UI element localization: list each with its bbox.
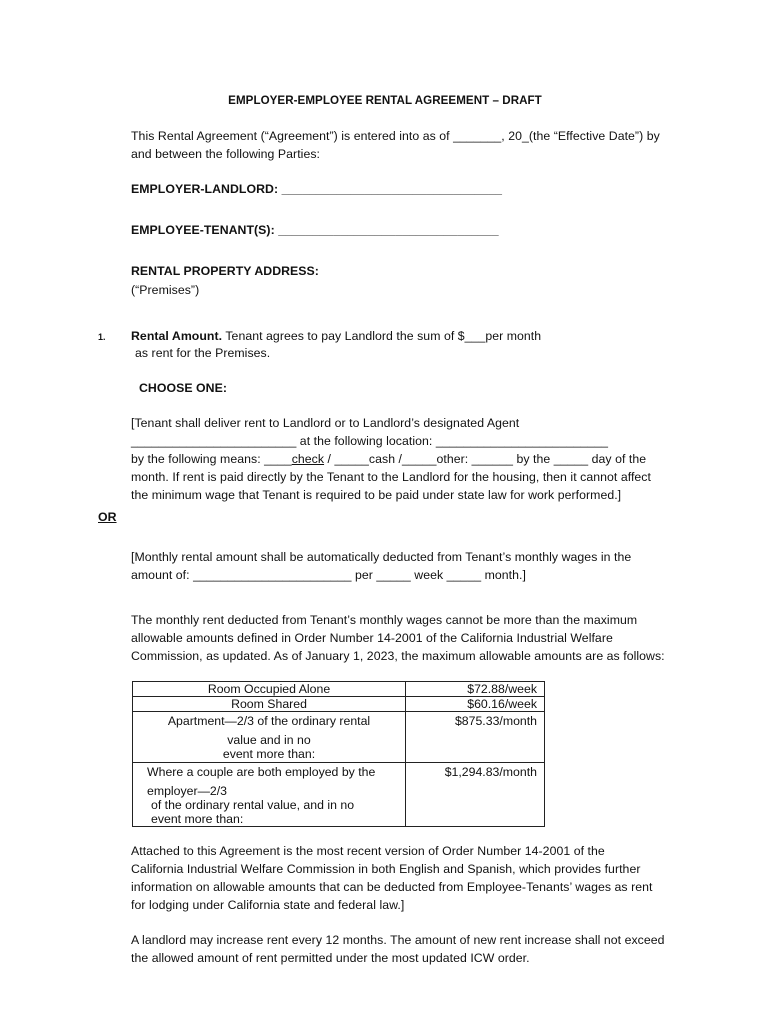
intro-line-2: and between the following Parties: <box>131 147 321 161</box>
tenant-blank: ________________________________ <box>278 223 499 237</box>
or-label: OR <box>98 510 117 524</box>
address-label: RENTAL PROPERTY ADDRESS: <box>131 264 319 278</box>
deduction-line-3: Commission, as updated. As of January 1, 2023, the maximum allowable amounts are as follows: <box>131 649 665 663</box>
option-a-line-2: ________________________ at the following location: _________________________ <box>131 434 609 448</box>
rental-amount-line <box>131 327 541 345</box>
table-row <box>133 697 545 712</box>
landlord-label: EMPLOYER-LANDLORD: <box>131 182 279 196</box>
rental-amount-line-2: as rent for the Premises. <box>135 346 271 360</box>
section-number: 1. <box>98 332 106 342</box>
increase-line-2: the allowed amount of rent permitted under the most updated ICW order. <box>131 951 530 965</box>
premises-label: (“Premises”) <box>131 283 200 297</box>
table-row <box>133 763 545 827</box>
increase-line-1: A landlord may increase rent every 12 months. The amount of new rent increase shall not exceed <box>131 933 665 947</box>
rate-desc: Where a couple are both employed by the employer—2/3 of the ordinary rental value, and in no event more than: <box>133 763 406 827</box>
option-a-line-4: month. If rent is paid directly by the Tenant to the Landlord for the housing, then it cannot affect <box>131 470 651 484</box>
rate-desc: Room Shared <box>133 697 406 712</box>
landlord-field <box>131 180 502 198</box>
rental-amount-text: Tenant agrees to pay Landlord the sum of $___per month <box>225 329 542 343</box>
option-b-line-2: amount of: _______________________ per _____ week _____ month.] <box>131 568 526 582</box>
deduction-line-2: allowable amounts defined in Order Number 14-2001 of the California Industrial Welfare <box>131 631 613 645</box>
means-check: check <box>291 452 325 466</box>
rate-amount: $72.88/week <box>406 682 545 697</box>
option-a-line-3 <box>131 450 646 468</box>
document-title: EMPLOYER-EMPLOYEE RENTAL AGREEMENT – DRAFT <box>228 94 542 107</box>
intro-line-1: This Rental Agreement (“Agreement”) is entered into as of _______, 20_(the “Effective Date”) by <box>131 129 660 143</box>
attached-line-2: California Industrial Welfare Commission in both English and Spanish, which provides further <box>131 862 641 876</box>
rate-amount: $875.33/month <box>406 712 545 763</box>
rate-desc: Apartment—2/3 of the ordinary rental value and in no event more than: <box>133 712 406 763</box>
attached-line-3: information on allowable amounts that can be deducted from Employee-Tenants’ wages as rent <box>131 880 653 894</box>
means-suffix: / _____cash /_____other: ______ by the _____ day of the <box>324 452 647 466</box>
attached-line-4: for lodging under California state and federal law.] <box>131 898 405 912</box>
rate-amount: $1,294.83/month <box>406 763 545 827</box>
rental-amount-heading: Rental Amount. <box>131 329 223 343</box>
tenant-field <box>131 221 499 239</box>
option-a-line-5: the minimum wage that Tenant is required to be paid under state law for work performed.] <box>131 488 622 502</box>
table-row <box>133 712 545 763</box>
landlord-blank: ________________________________ <box>281 182 503 196</box>
attached-line-1: Attached to this Agreement is the most recent version of Order Number 14-2001 of the <box>131 844 605 858</box>
rate-amount: $60.16/week <box>406 697 545 712</box>
table-row <box>133 682 545 697</box>
option-b-line-1: [Monthly rental amount shall be automatically deducted from Tenant’s monthly wages in the <box>131 550 632 564</box>
deduction-line-1: The monthly rent deducted from Tenant’s monthly wages cannot be more than the maximum <box>131 613 638 627</box>
option-a-line-1: [Tenant shall deliver rent to Landlord or to Landlord’s designated Agent <box>131 416 520 430</box>
rate-desc: Room Occupied Alone <box>133 682 406 697</box>
tenant-label: EMPLOYEE-TENANT(S): <box>131 223 275 237</box>
rates-table <box>132 681 545 827</box>
choose-one-label: CHOOSE ONE: <box>139 381 228 395</box>
means-prefix: by the following means: ____ <box>131 452 292 466</box>
